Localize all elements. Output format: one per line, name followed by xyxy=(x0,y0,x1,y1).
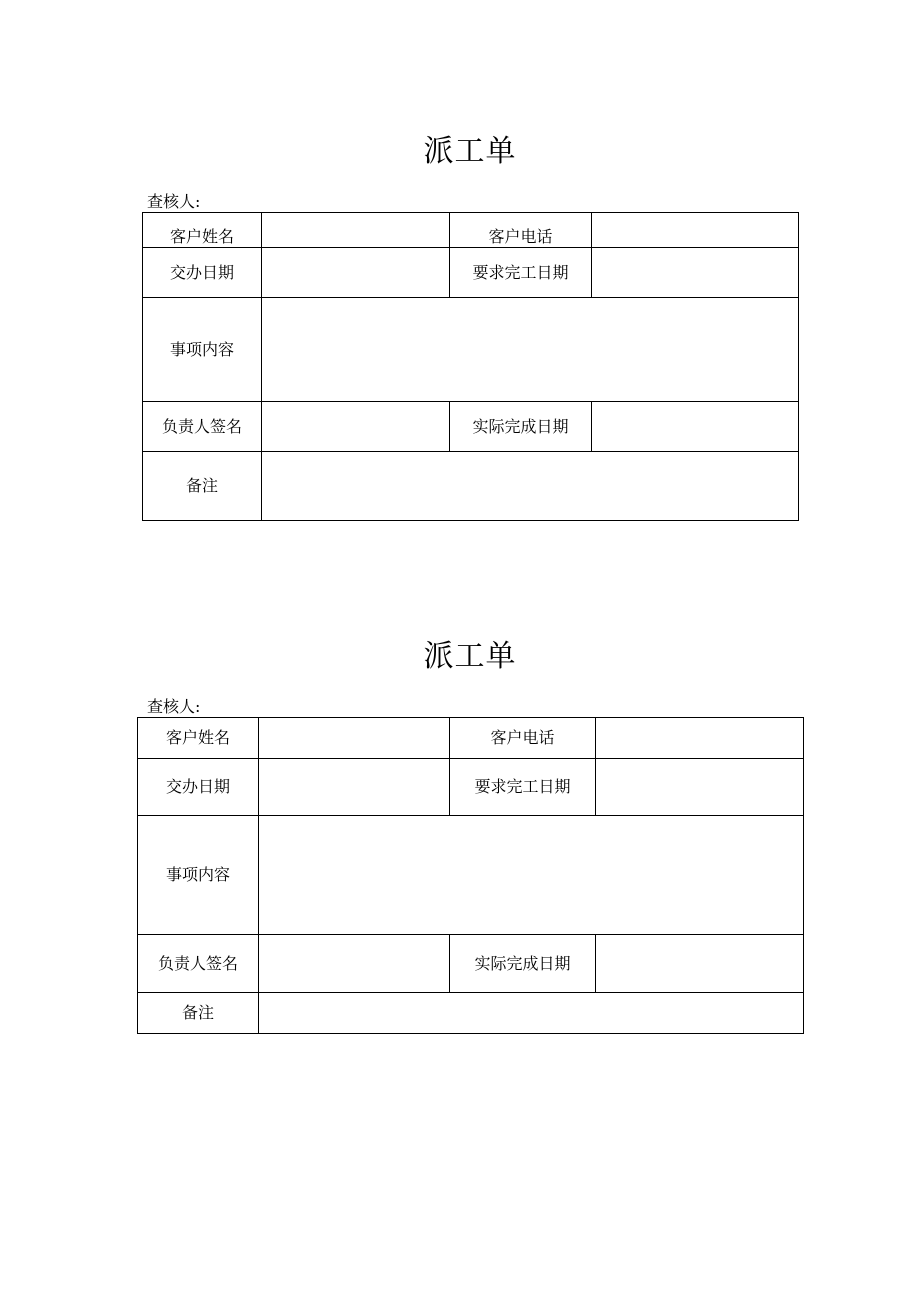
field-assign-date[interactable] xyxy=(259,759,450,816)
field-customer-phone[interactable] xyxy=(592,213,799,248)
label-responsible-signature: 负责人签名 xyxy=(138,935,259,993)
field-customer-name[interactable] xyxy=(262,213,450,248)
reviewer-label: 查核人: xyxy=(147,192,201,211)
label-assign-date: 交办日期 xyxy=(143,248,262,298)
label-assign-date: 交办日期 xyxy=(138,759,259,816)
label-required-completion-date: 要求完工日期 xyxy=(450,248,592,298)
field-responsible-signature[interactable] xyxy=(262,402,450,452)
work-order-table xyxy=(142,212,799,521)
work-order-table xyxy=(137,717,804,1034)
field-task-content[interactable] xyxy=(262,298,799,402)
form-title: 派工单 xyxy=(423,134,517,169)
field-actual-completion-date[interactable] xyxy=(592,402,799,452)
field-actual-completion-date[interactable] xyxy=(596,935,804,993)
field-required-completion-date[interactable] xyxy=(592,248,799,298)
label-actual-completion-date: 实际完成日期 xyxy=(450,935,596,993)
field-responsible-signature[interactable] xyxy=(259,935,450,993)
label-actual-completion-date: 实际完成日期 xyxy=(450,402,592,452)
field-remarks[interactable] xyxy=(262,452,799,521)
label-remarks: 备注 xyxy=(143,452,262,521)
label-required-completion-date: 要求完工日期 xyxy=(450,759,596,816)
field-task-content[interactable] xyxy=(259,816,804,935)
label-customer-phone: 客户电话 xyxy=(450,213,592,248)
label-remarks: 备注 xyxy=(138,993,259,1034)
label-task-content: 事项内容 xyxy=(138,816,259,935)
label-responsible-signature: 负责人签名 xyxy=(143,402,262,452)
field-customer-phone[interactable] xyxy=(596,718,804,759)
label-task-content: 事项内容 xyxy=(143,298,262,402)
reviewer-label: 查核人: xyxy=(147,697,201,716)
label-customer-phone: 客户电话 xyxy=(450,718,596,759)
label-customer-name: 客户姓名 xyxy=(138,718,259,759)
field-assign-date[interactable] xyxy=(262,248,450,298)
form-title: 派工单 xyxy=(423,639,517,674)
field-required-completion-date[interactable] xyxy=(596,759,804,816)
label-customer-name: 客户姓名 xyxy=(143,213,262,248)
field-remarks[interactable] xyxy=(259,993,804,1034)
field-customer-name[interactable] xyxy=(259,718,450,759)
